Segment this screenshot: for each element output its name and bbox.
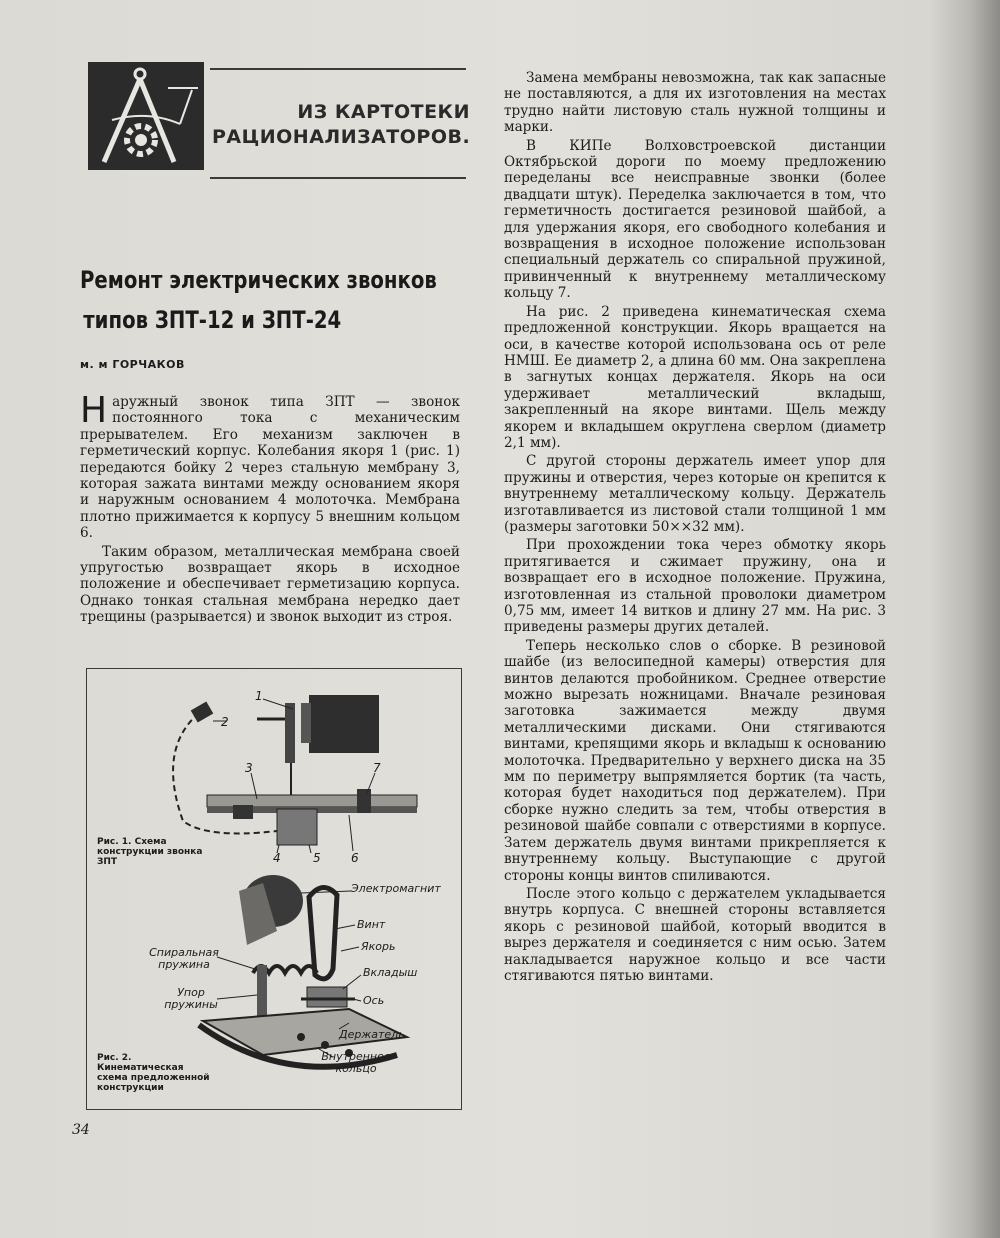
left-column [80,390,460,628]
paragraph: С другой стороны держатель имеет упор для пружины и отверстия, через которые он крепится к внутреннему металлическому кольцу. Держатель изготавливается из листовой стали толщиной 1 мм (размеры заготовки 50××32 мм). [504,453,886,535]
fig2-label-spring-stop: Упор пружины [164,986,218,1011]
fig1-screw-right [357,789,371,813]
fig2-label-inner-ring: Внутреннее кольцо [321,1050,391,1075]
header-rule-bottom [210,177,466,179]
paragraph: Замена мембраны невозможна, так как запасные не поставляются, а для их изготовления на местах трудно найти листовую сталь нужной толщины и марки. [504,70,886,136]
fig1-coil-core [301,703,311,743]
paragraph: Теперь несколько слов о сборке. В резиновой шайбе (из велосипедной камеры) отверстия для винтов делаются пробойником. Среднее отверстие можно вырезать ножницами. Вначале резиновая заготовка зажимается между двумя металлическими дисками. Они стягиваются винтами, крепящими якорь и вкладыш к основанию молоточка. Предварительно у верхнего диска на 35 мм по периметру выпрямляется бортик (та часть, которая будет находиться под держателем). При сборке нужно следить за тем, чтобы отверстия в резиновой шайбе совпали с отверстиями в корпусе. Затем держатель двумя винтами прикрепляется к внутреннему кольцу. Выступающие с другой стороны концы винтов спиливаются. [504,637,886,884]
fig2-label-electromagnet: Электромагнит [351,882,441,895]
fig2-label-insert: Вкладыш [363,966,418,979]
section-title [212,100,470,150]
fig1-hammer-base [277,809,317,845]
fig1-screw-left [233,805,253,819]
compass-gear-icon [88,62,204,170]
fig1-number-3: 3 [245,761,253,775]
paragraph: На рис. 2 приведена кинематическая схема предложенной конструкции. Якорь вращается на оси, в качестве которой использована ось от реле НМШ. Ее диаметр 2, а длина 60 мм. Она закреплена в загнутых концах держателя. Якорь на оси удерживает металлический вкладыш, закрепленный на якоре винтами. Щель между якорем и вкладышем округлена сверлом (диаметр 2,1 мм). [504,303,886,451]
fig1-striker-path [173,713,277,833]
article-title-line1: Ремонт электрических звонков [80,266,437,294]
paragraph: Наружный звонок типа ЗПТ — звонок постоянного тока с механическим прерывателем. Его механизм заключен в герметический корпус. Колебания якоря 1 (рис. 1) передаются бойку 2 через стальную мембрану 3, которая зажата винтами между основанием якоря и наружным основанием 4 молоточка. Мембрана плотно прижимается к корпусу 5 внешним кольцом 6. [80,390,460,542]
fig1-number-5: 5 [313,851,321,865]
fig1-number-4: 4 [273,851,281,865]
rationalizer-logo [88,62,204,170]
header-rule-top [210,68,466,70]
section-title-line1: ИЗ КАРТОТЕКИ [297,101,470,123]
drop-cap: Н [80,390,108,431]
paragraph: При прохождении тока через обмотку якорь притягивается и сжимает пружину, она и возвращает его в исходное положение. Пружина, изготовленная из стальной проволоки диаметром 0,75 мм, имеет 14 витков и длину 27 мм. На рис. 3 приведены размеры других деталей. [504,537,886,636]
fig1-number-2: 2 [221,715,229,729]
fig1-armature [285,703,295,763]
fig2-label-screw: Винт [357,918,386,931]
figure2-caption: Рис. 2. Кинематическая схема предложенной конструкции [97,1053,210,1093]
fig1-striker [191,701,214,722]
page-number: 34 [72,1122,90,1138]
fig2-label-holder: Держатель [339,1028,405,1041]
fig1-coil [309,695,379,753]
article-title [80,260,437,340]
article-author: м. м ГОРЧАКОВ [80,358,185,371]
fig2-label-axis: Ось [363,994,385,1007]
right-column [504,70,886,986]
paragraph: Таким образом, металлическая мембрана своей упругостью возвращает якорь в исходное положение и обеспечивает герметизацию корпуса. Однако тонкая стальная мембрана нередко дает трещины (разрывается) и звонок выходит из строя. [80,543,460,626]
fig2-label-armature: Якорь [361,940,396,953]
article-title-line2: типов ЗПТ-12 и ЗПТ-24 [83,306,342,334]
fig2-armature [309,887,337,978]
fig2-label-spiral-spring: Спиральная пружина [149,946,219,971]
paragraph: В КИПе Волховстроевской дистанции Октябрьской дороги по моему предложению переделаны все неисправные звонки (более двадцати штук). Переделка заключается в том, что герметичность достигается резиновой шайбой, а для удержания якоря, его свободного колебания и возвращения в исходное положение использован специальный держатель со спиральной пружиной, привинченный к внутреннему металлическому кольцу 7. [504,137,886,302]
fig1-number-6: 6 [351,851,359,865]
section-title-line2: РАЦИОНАЛИЗАТОРОВ. [212,126,471,148]
fig1-number-7: 7 [373,761,381,775]
fig2-insert [307,987,347,1007]
figure1-caption: Рис. 1. Схема конструкции звонка ЗПТ [97,837,203,867]
fig1-number-1: 1 [255,689,263,703]
paragraph: После этого кольцо с держателем укладывается внутрь корпуса. С внешней стороны вставляется якорь с резиновой шайбой, который вводится в вырез держателя и соединяется с ним осью. Затем накладывается наружное кольцо и все части стягиваются пятью винтами. [504,885,886,984]
figure-box [86,668,462,1110]
